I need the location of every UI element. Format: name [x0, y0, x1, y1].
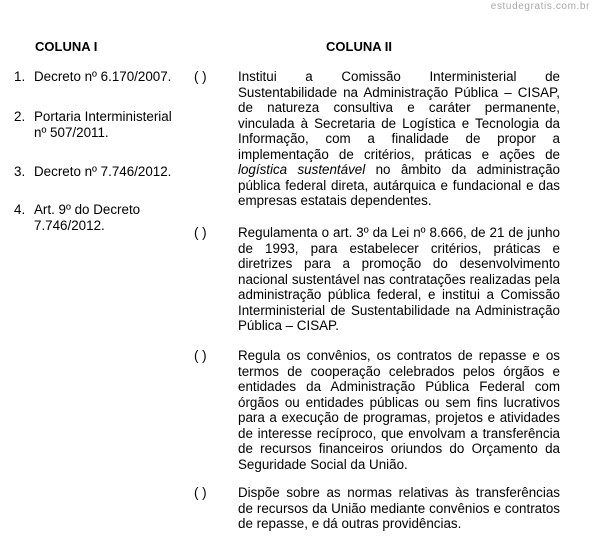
item-text: Decreto nº 7.746/2012.: [34, 164, 172, 179]
item-number: 2.: [14, 109, 26, 124]
item-number: 1.: [14, 69, 26, 84]
item-description: Regulamenta o art. 3º da Lei nº 8.666, de 21 de junho de 1993, para estabelecer critérios, práticas e diretrizes para a promoção do desenvolvimento nacional sustentável nas contratações realizadas pela administração pública federal, e institui a Comissão Interministerial de Sustentabilidade na Administração Pública – CISAP.: [238, 225, 560, 333]
item-description: Regula os convênios, os contratos de repasse e os termos de cooperação celebrados pelos órgãos e entidades da Administração Pública Federal com órgãos ou entidades públicas ou sem fins lucrativos para a execução de programas, projetos e atividades de interesse recíproco, que envolvam a transferência de recursos financeiros oriundos do Orçamento da Seguridade Social da União.: [238, 348, 560, 472]
column-1-heading: COLUNA I: [35, 39, 98, 54]
watermark: estudegratis.com.br: [490, 1, 590, 12]
item-text: Decreto nº 6.170/2007.: [34, 69, 172, 84]
item-text: Portaria Interministerial nº 507/2011.: [34, 109, 172, 140]
column-2-heading: COLUNA II: [326, 39, 392, 54]
column-2-item: [192, 225, 562, 334]
item-description: Dispõe sobre as normas relativas às transferências de recursos da União mediante convênios e contratos de repasse, e dá outras providências.: [238, 485, 560, 531]
answer-blank[interactable]: ( ): [194, 69, 207, 84]
column-1-item: [14, 164, 189, 180]
column-1-item: [14, 109, 189, 140]
column-1-item: [14, 202, 189, 233]
item-number: 3.: [14, 164, 26, 179]
item-text: Art. 9º do Decreto 7.746/2012.: [34, 202, 141, 233]
italic-term: logística sustentável: [238, 162, 366, 177]
item-description: Institui a Comissão Interministerial de Sustentabilidade na Administração Pública – CISAP, de natureza consultiva e caráter permanente, vinculada à Secretaria de Logística e Tecnologia da Informação, com a finalidade de propor a implementação de critérios, práticas e ações de logística sustentável no âmbito da administração pública federal direta, autárquica e fundacional e das empresas estatais dependentes.: [238, 69, 560, 208]
answer-blank[interactable]: ( ): [194, 348, 207, 363]
answer-blank[interactable]: ( ): [194, 225, 207, 240]
column-2-item: [192, 485, 562, 532]
item-number: 4.: [14, 202, 26, 217]
column-1-item: [14, 69, 189, 85]
column-2-item: [192, 348, 562, 472]
column-2-item: [192, 69, 562, 209]
answer-blank[interactable]: ( ): [194, 485, 207, 500]
